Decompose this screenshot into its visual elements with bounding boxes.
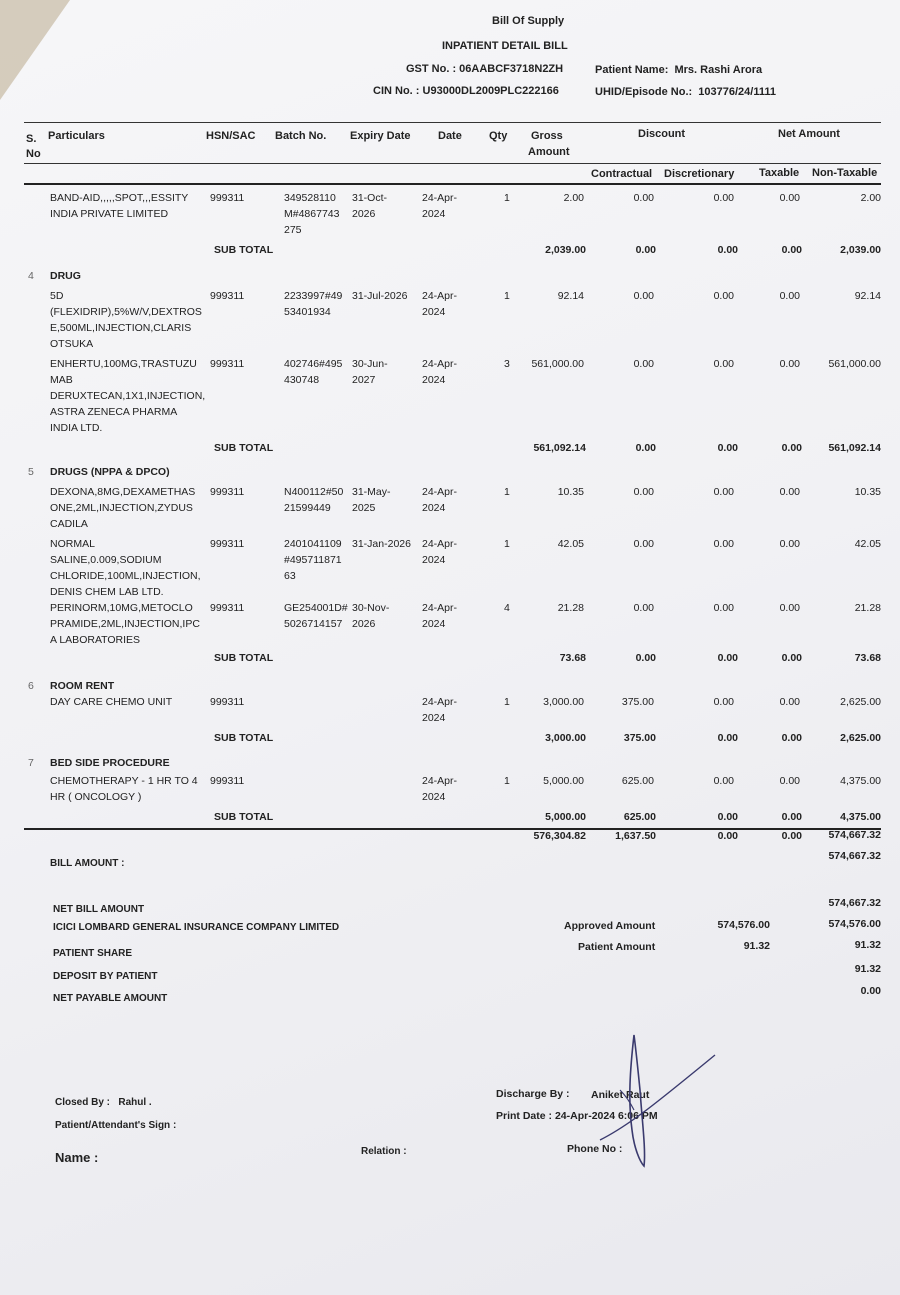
item-taxable: 0.00 [779, 775, 800, 787]
subtotal-gross: 561,092.14 [533, 442, 586, 454]
item-expiry: 31-Oct- 2026 [352, 192, 388, 220]
bill-title: Bill Of Supply [492, 15, 565, 27]
col-batch: Batch No. [275, 130, 327, 142]
item-hsn: 999311 [210, 775, 245, 787]
item-batch: N400112#50 21599449 [284, 486, 344, 514]
section-number: 5 [28, 466, 34, 478]
subtotal-discretionary: 0.00 [717, 811, 738, 823]
item-gross: 561,000.00 [531, 358, 584, 370]
closed-by: Closed By : Rahul . [55, 1097, 152, 1108]
item-non-taxable: 92.14 [854, 290, 881, 302]
col-taxable: Taxable [759, 167, 800, 179]
subtotal-non-taxable: 4,375.00 [840, 811, 881, 823]
item-gross: 10.35 [557, 486, 584, 498]
item-taxable: 0.00 [779, 538, 800, 550]
section-title: BED SIDE PROCEDURE [50, 757, 170, 769]
subtotal-taxable: 0.00 [781, 732, 802, 744]
item-discretionary: 0.00 [713, 192, 734, 204]
col-hsn: HSN/SAC [206, 130, 256, 142]
grand-gross: 576,304.82 [533, 830, 586, 842]
col-net-amount: Net Amount [778, 128, 840, 140]
item-batch: 349528110 M#4867743 275 [284, 192, 340, 236]
item-taxable: 0.00 [779, 192, 800, 204]
subtotal-non-taxable: 2,039.00 [840, 244, 881, 256]
subtotal-contractual: 0.00 [635, 244, 656, 256]
item-discretionary: 0.00 [713, 290, 734, 302]
subtotal-non-taxable: 561,092.14 [828, 442, 881, 454]
deposit-label: DEPOSIT BY PATIENT [53, 971, 158, 982]
item-contractual: 0.00 [633, 602, 654, 614]
col-date: Date [438, 130, 462, 142]
item-expiry: 30-Jun- 2027 [352, 358, 388, 386]
item-qty: 1 [504, 538, 510, 550]
patient-amount-label: Patient Amount [578, 941, 656, 953]
item-contractual: 0.00 [633, 486, 654, 498]
item-particulars: 5D (FLEXIDRIP),5%W/V,DEXTROS E,500ML,INJECTION,CLARIS OTSUKA [50, 290, 202, 350]
item-hsn: 999311 [210, 358, 245, 370]
item-batch: 2233997#49 53401934 [284, 290, 343, 318]
item-non-taxable: 561,000.00 [828, 358, 881, 370]
subtotal-gross: 73.68 [559, 652, 586, 664]
item-qty: 1 [504, 696, 510, 708]
section-title: DRUG [50, 270, 81, 282]
item-gross: 21.28 [557, 602, 584, 614]
item-expiry: 31-Jan-2026 [352, 538, 411, 550]
item-contractual: 0.00 [633, 358, 654, 370]
item-contractual: 625.00 [621, 775, 654, 787]
subtotal-taxable: 0.00 [781, 244, 802, 256]
grand-discretionary: 0.00 [717, 830, 738, 842]
item-hsn: 999311 [210, 602, 245, 614]
item-non-taxable: 21.28 [854, 602, 881, 614]
subtotal-contractual: 375.00 [623, 732, 656, 744]
item-discretionary: 0.00 [713, 358, 734, 370]
col-discretionary: Discretionary [664, 168, 735, 180]
item-gross: 92.14 [557, 290, 584, 302]
section-number: 6 [28, 680, 34, 692]
subtotal-gross: 3,000.00 [545, 732, 586, 744]
col-non-taxable: Non-Taxable [812, 167, 878, 179]
section-title: ROOM RENT [50, 680, 115, 692]
section-number: 7 [28, 757, 34, 769]
subtotal-non-taxable: 73.68 [854, 652, 881, 664]
item-gross: 42.05 [557, 538, 584, 550]
bill-amount-label: BILL AMOUNT : [50, 858, 125, 869]
item-taxable: 0.00 [779, 602, 800, 614]
subtotal-contractual: 625.00 [623, 811, 656, 823]
col-sno-2: No [26, 148, 41, 160]
phone-label: Phone No : [567, 1143, 623, 1155]
subtotal-discretionary: 0.00 [717, 732, 738, 744]
item-discretionary: 0.00 [713, 602, 734, 614]
patient-name: Patient Name: Mrs. Rashi Arora [595, 64, 763, 76]
approved-label: Approved Amount [564, 920, 656, 932]
cin-number: CIN No. : U93000DL2009PLC222166 [373, 85, 559, 97]
item-expiry: 31-May- 2025 [352, 486, 391, 514]
insurer-value: 574,576.00 [828, 918, 881, 930]
item-qty: 1 [504, 192, 510, 204]
subtotal-label: SUB TOTAL [214, 244, 274, 256]
col-qty: Qty [489, 130, 508, 142]
col-particulars: Particulars [48, 130, 105, 142]
gst-number: GST No. : 06AABCF3718N2ZH [406, 63, 564, 75]
item-hsn: 999311 [210, 290, 245, 302]
item-particulars: PERINORM,10MG,METOCLO PRAMIDE,2ML,INJECTION,IPC A LABORATORIES [50, 602, 200, 646]
subtotal-label: SUB TOTAL [214, 652, 274, 664]
col-gross: Gross [531, 130, 563, 142]
discharge-label: Discharge By : [496, 1088, 570, 1100]
item-contractual: 375.00 [621, 696, 654, 708]
subtotal-label: SUB TOTAL [214, 442, 274, 454]
item-discretionary: 0.00 [713, 538, 734, 550]
print-date: Print Date : 24-Apr-2024 6:06 PM [496, 1110, 658, 1122]
patient-share-value: 91.32 [854, 939, 881, 951]
col-sno: S. [26, 133, 37, 145]
grand-taxable: 0.00 [781, 830, 802, 842]
item-taxable: 0.00 [779, 358, 800, 370]
item-date: 24-Apr- 2024 [422, 538, 458, 566]
subtotal-gross: 2,039.00 [545, 244, 586, 256]
item-particulars: DAY CARE CHEMO UNIT [50, 696, 173, 708]
item-hsn: 999311 [210, 538, 245, 550]
item-qty: 1 [504, 290, 510, 302]
item-non-taxable: 42.05 [854, 538, 881, 550]
item-contractual: 0.00 [633, 192, 654, 204]
item-expiry: 30-Nov- 2026 [352, 602, 390, 630]
item-qty: 4 [504, 602, 510, 614]
section-number: 4 [28, 270, 34, 282]
grand-total-rule [24, 828, 881, 830]
col-gross-2: Amount [528, 146, 570, 158]
relation-label: Relation : [361, 1146, 407, 1157]
item-date: 24-Apr- 2024 [422, 602, 458, 630]
table-top-rule [24, 122, 881, 123]
item-taxable: 0.00 [779, 696, 800, 708]
item-date: 24-Apr- 2024 [422, 775, 458, 803]
subtotal-discretionary: 0.00 [717, 244, 738, 256]
name-label: Name : [55, 1150, 99, 1165]
item-hsn: 999311 [210, 486, 245, 498]
col-discount: Discount [638, 128, 686, 140]
item-qty: 3 [504, 358, 510, 370]
net-payable-value: 0.00 [860, 985, 881, 997]
subtotal-gross: 5,000.00 [545, 811, 586, 823]
section-title: DRUGS (NPPA & DPCO) [50, 466, 170, 478]
bill-amount-value: 574,667.32 [828, 850, 881, 862]
item-date: 24-Apr- 2024 [422, 358, 458, 386]
item-non-taxable: 2,625.00 [840, 696, 881, 708]
item-gross: 3,000.00 [543, 696, 584, 708]
subtotal-non-taxable: 2,625.00 [840, 732, 881, 744]
item-date: 24-Apr- 2024 [422, 290, 458, 318]
patient-amount-value: 91.32 [743, 940, 770, 952]
item-particulars: DEXONA,8MG,DEXAMETHAS ONE,2ML,INJECTION,ZYDUS CADILA [50, 486, 196, 530]
grand-non-taxable: 574,667.32 [828, 829, 881, 841]
subtotal-taxable: 0.00 [781, 652, 802, 664]
subtotal-label: SUB TOTAL [214, 811, 274, 823]
header-bottom-rule [24, 183, 881, 185]
item-taxable: 0.00 [779, 486, 800, 498]
item-discretionary: 0.00 [713, 775, 734, 787]
item-date: 24-Apr- 2024 [422, 192, 458, 220]
item-expiry: 31-Jul-2026 [352, 290, 408, 302]
item-gross: 2.00 [563, 192, 584, 204]
subtotal-taxable: 0.00 [781, 442, 802, 454]
item-non-taxable: 2.00 [860, 192, 881, 204]
net-bill-label: NET BILL AMOUNT [53, 904, 145, 915]
item-hsn: 999311 [210, 192, 245, 204]
discharge-value: Aniket Raut [591, 1089, 650, 1101]
item-batch: GE254001D# 5026714157 [284, 602, 348, 630]
page-fold [0, 0, 70, 100]
item-gross: 5,000.00 [543, 775, 584, 787]
col-expiry: Expiry Date [350, 130, 411, 142]
item-qty: 1 [504, 486, 510, 498]
subtotal-contractual: 0.00 [635, 442, 656, 454]
item-contractual: 0.00 [633, 538, 654, 550]
item-particulars: BAND-AID,,,,,SPOT,,,ESSITY INDIA PRIVATE LIMITED [50, 192, 189, 220]
subtotal-label: SUB TOTAL [214, 732, 274, 744]
item-discretionary: 0.00 [713, 696, 734, 708]
subtotal-discretionary: 0.00 [717, 442, 738, 454]
subtotal-contractual: 0.00 [635, 652, 656, 664]
sign-label: Patient/Attendant's Sign : [55, 1120, 177, 1131]
item-non-taxable: 4,375.00 [840, 775, 881, 787]
bill-subtitle: INPATIENT DETAIL BILL [442, 40, 568, 52]
subtotal-discretionary: 0.00 [717, 652, 738, 664]
deposit-value: 91.32 [854, 963, 881, 975]
item-contractual: 0.00 [633, 290, 654, 302]
item-date: 24-Apr- 2024 [422, 696, 458, 724]
signature-graphic [590, 1030, 730, 1170]
item-taxable: 0.00 [779, 290, 800, 302]
insurer-label: ICICI LOMBARD GENERAL INSURANCE COMPANY LIMITED [53, 922, 340, 933]
subtotal-taxable: 0.00 [781, 811, 802, 823]
patient-share-label: PATIENT SHARE [53, 948, 133, 959]
net-payable-label: NET PAYABLE AMOUNT [53, 993, 168, 1004]
item-particulars: ENHERTU,100MG,TRASTUZU MAB DERUXTECAN,1X1,INJECTION, ASTRA ZENECA PHARMA INDIA LTD. [50, 358, 206, 434]
item-qty: 1 [504, 775, 510, 787]
item-discretionary: 0.00 [713, 486, 734, 498]
approved-value: 574,576.00 [717, 919, 770, 931]
item-date: 24-Apr- 2024 [422, 486, 458, 514]
item-non-taxable: 10.35 [854, 486, 881, 498]
item-particulars: NORMAL SALINE,0.009,SODIUM CHLORIDE,100ML,INJECTION, DENIS CHEM LAB LTD. [50, 538, 201, 598]
item-hsn: 999311 [210, 696, 245, 708]
item-batch: 2401041109 #495711871 63 [284, 538, 342, 582]
item-batch: 402746#495 430748 [284, 358, 343, 386]
uhid-number: UHID/Episode No.: 103776/24/1111 [595, 86, 777, 98]
col-contractual: Contractual [591, 168, 653, 180]
net-bill-value: 574,667.32 [828, 897, 881, 909]
header-mid-rule [24, 163, 881, 164]
grand-contractual: 1,637.50 [615, 830, 656, 842]
item-particulars: CHEMOTHERAPY - 1 HR TO 4 HR ( ONCOLOGY ) [50, 775, 198, 803]
